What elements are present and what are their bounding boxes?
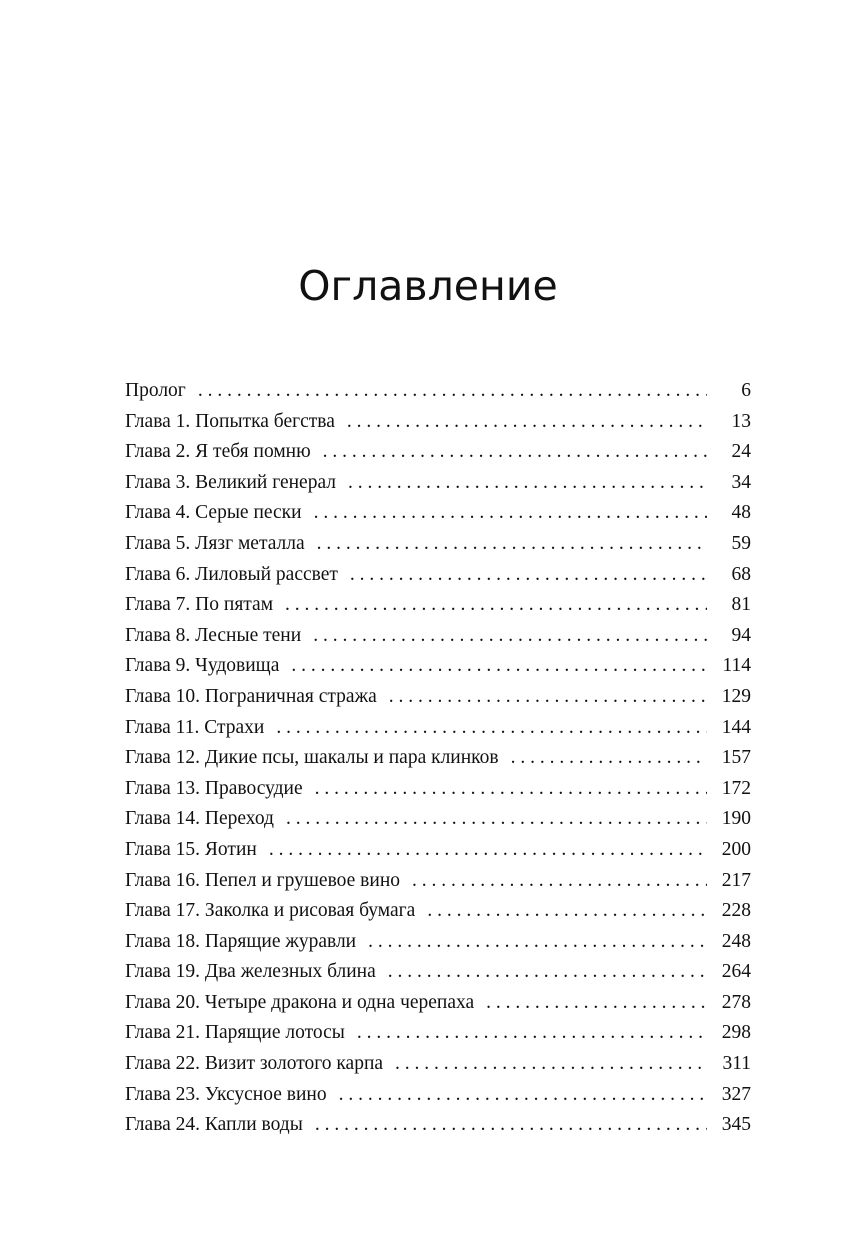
page-title: Оглавление xyxy=(298,262,558,310)
toc-entry-page: 34 xyxy=(731,471,751,493)
toc-entry[interactable] xyxy=(125,621,751,652)
dot-leader xyxy=(395,1049,707,1080)
toc-entry-page: 13 xyxy=(731,410,751,432)
toc-entry-label: Глава 4. Серые пески xyxy=(125,502,302,524)
toc-entry-label: Глава 9. Чудовища xyxy=(125,655,280,677)
dot-leader xyxy=(323,437,707,468)
toc-entry[interactable] xyxy=(125,1080,751,1111)
toc-entry[interactable] xyxy=(125,1018,751,1049)
toc-entry[interactable] xyxy=(125,682,751,713)
dot-leader xyxy=(317,529,707,560)
toc-entry[interactable] xyxy=(125,651,751,682)
dot-leader xyxy=(286,804,707,835)
toc-entry-page: 129 xyxy=(721,685,751,707)
toc-entry-page: 94 xyxy=(731,624,751,646)
toc-entry[interactable] xyxy=(125,1110,751,1141)
toc-entry-label: Глава 11. Страхи xyxy=(125,716,265,738)
toc-entry-label: Глава 7. По пятам xyxy=(125,594,274,616)
toc-entry-label: Глава 20. Четыре дракона и одна черепаха xyxy=(125,991,475,1013)
toc-entry[interactable] xyxy=(125,560,751,591)
dot-leader xyxy=(347,407,707,438)
dot-leader xyxy=(269,835,707,866)
toc-entry-label: Глава 21. Парящие лотосы xyxy=(125,1022,345,1044)
toc-entry-page: 311 xyxy=(722,1053,751,1075)
dot-leader xyxy=(511,743,707,774)
dot-leader xyxy=(388,957,707,988)
dot-leader xyxy=(348,468,707,499)
toc-entry-label: Глава 1. Попытка бегства xyxy=(125,410,335,432)
dot-leader xyxy=(357,1018,707,1049)
toc-entry-label: Глава 12. Дикие псы, шакалы и пара клинков xyxy=(125,747,499,769)
table-of-contents xyxy=(125,376,751,1141)
toc-entry-label: Глава 24. Капли воды xyxy=(125,1114,303,1136)
toc-entry-label: Пролог xyxy=(125,380,186,401)
toc-entry-page: 278 xyxy=(721,991,751,1013)
toc-entry-label: Глава 18. Парящие журавли xyxy=(125,930,357,952)
dot-leader xyxy=(339,1080,707,1111)
dot-leader xyxy=(276,713,707,744)
toc-entry[interactable] xyxy=(125,590,751,621)
dot-leader xyxy=(315,1110,707,1141)
toc-entry-page: 190 xyxy=(721,808,751,830)
toc-entry-page: 144 xyxy=(721,716,751,738)
dot-leader xyxy=(313,621,707,652)
toc-entry[interactable] xyxy=(125,498,751,529)
toc-entry-label: Глава 15. Яотин xyxy=(125,838,257,860)
toc-entry[interactable] xyxy=(125,407,751,438)
toc-entry-label: Глава 13. Правосудие xyxy=(125,777,303,799)
toc-entry-label: Глава 23. Уксусное вино xyxy=(125,1083,327,1105)
dot-leader xyxy=(368,927,707,958)
toc-entry-label: Глава 16. Пепел и грушевое вино xyxy=(125,869,400,891)
toc-entry[interactable] xyxy=(125,1049,751,1080)
toc-entry-label: Глава 3. Великий генерал xyxy=(125,471,337,493)
toc-entry-label: Глава 22. Визит золотого карпа xyxy=(125,1053,384,1075)
dot-leader xyxy=(389,682,707,713)
toc-entry[interactable] xyxy=(125,713,751,744)
dot-leader xyxy=(285,590,707,621)
dot-leader xyxy=(314,498,707,529)
toc-entry-page: 345 xyxy=(721,1114,751,1136)
toc-entry[interactable] xyxy=(125,743,751,774)
toc-entry[interactable] xyxy=(125,927,751,958)
toc-entry-label: Глава 5. Лязг металла xyxy=(125,532,305,554)
toc-entry-page: 48 xyxy=(731,502,751,524)
toc-entry-page: 217 xyxy=(721,869,751,891)
toc-entry-page: 172 xyxy=(721,777,751,799)
toc-entry[interactable] xyxy=(125,774,751,805)
toc-entry-label: Глава 19. Два железных блина xyxy=(125,961,376,983)
dot-leader xyxy=(427,896,707,927)
toc-entry-page: 264 xyxy=(721,961,751,983)
dot-leader xyxy=(291,651,707,682)
toc-entry-page: 298 xyxy=(721,1022,751,1044)
toc-entry[interactable] xyxy=(125,988,751,1019)
toc-entry-label: Глава 6. Лиловый рассвет xyxy=(125,563,338,585)
toc-entry-page: 157 xyxy=(721,747,751,769)
toc-entry[interactable] xyxy=(125,529,751,560)
toc-entry-page: 81 xyxy=(731,594,751,616)
toc-entry[interactable] xyxy=(125,866,751,897)
toc-entry-label: Глава 8. Лесные тени xyxy=(125,624,302,646)
toc-entry-page: 24 xyxy=(731,441,751,463)
toc-entry[interactable] xyxy=(125,437,751,468)
toc-entry-page: 6 xyxy=(741,380,751,401)
toc-entry-label: Глава 2. Я тебя помню xyxy=(125,441,311,463)
toc-entry-label: Глава 14. Переход xyxy=(125,808,274,830)
toc-entry[interactable] xyxy=(125,468,751,499)
toc-entry[interactable] xyxy=(125,835,751,866)
dot-leader xyxy=(412,866,707,897)
dot-leader xyxy=(198,376,707,407)
toc-entry[interactable] xyxy=(125,804,751,835)
toc-entry-page: 200 xyxy=(721,838,751,860)
toc-entry-page: 228 xyxy=(721,900,751,922)
toc-entry[interactable] xyxy=(125,896,751,927)
toc-entry[interactable] xyxy=(125,957,751,988)
dot-leader xyxy=(350,560,707,591)
toc-entry-page: 327 xyxy=(721,1083,751,1105)
toc-entry-label: Глава 10. Пограничная стража xyxy=(125,685,377,707)
toc-entry-label: Глава 17. Заколка и рисовая бумага xyxy=(125,900,416,922)
toc-entry[interactable] xyxy=(125,376,751,407)
toc-entry-page: 114 xyxy=(722,655,751,677)
dot-leader xyxy=(486,988,707,1019)
toc-entry-page: 68 xyxy=(731,563,751,585)
toc-entry-page: 248 xyxy=(721,930,751,952)
dot-leader xyxy=(315,774,707,805)
toc-entry-page: 59 xyxy=(731,532,751,554)
